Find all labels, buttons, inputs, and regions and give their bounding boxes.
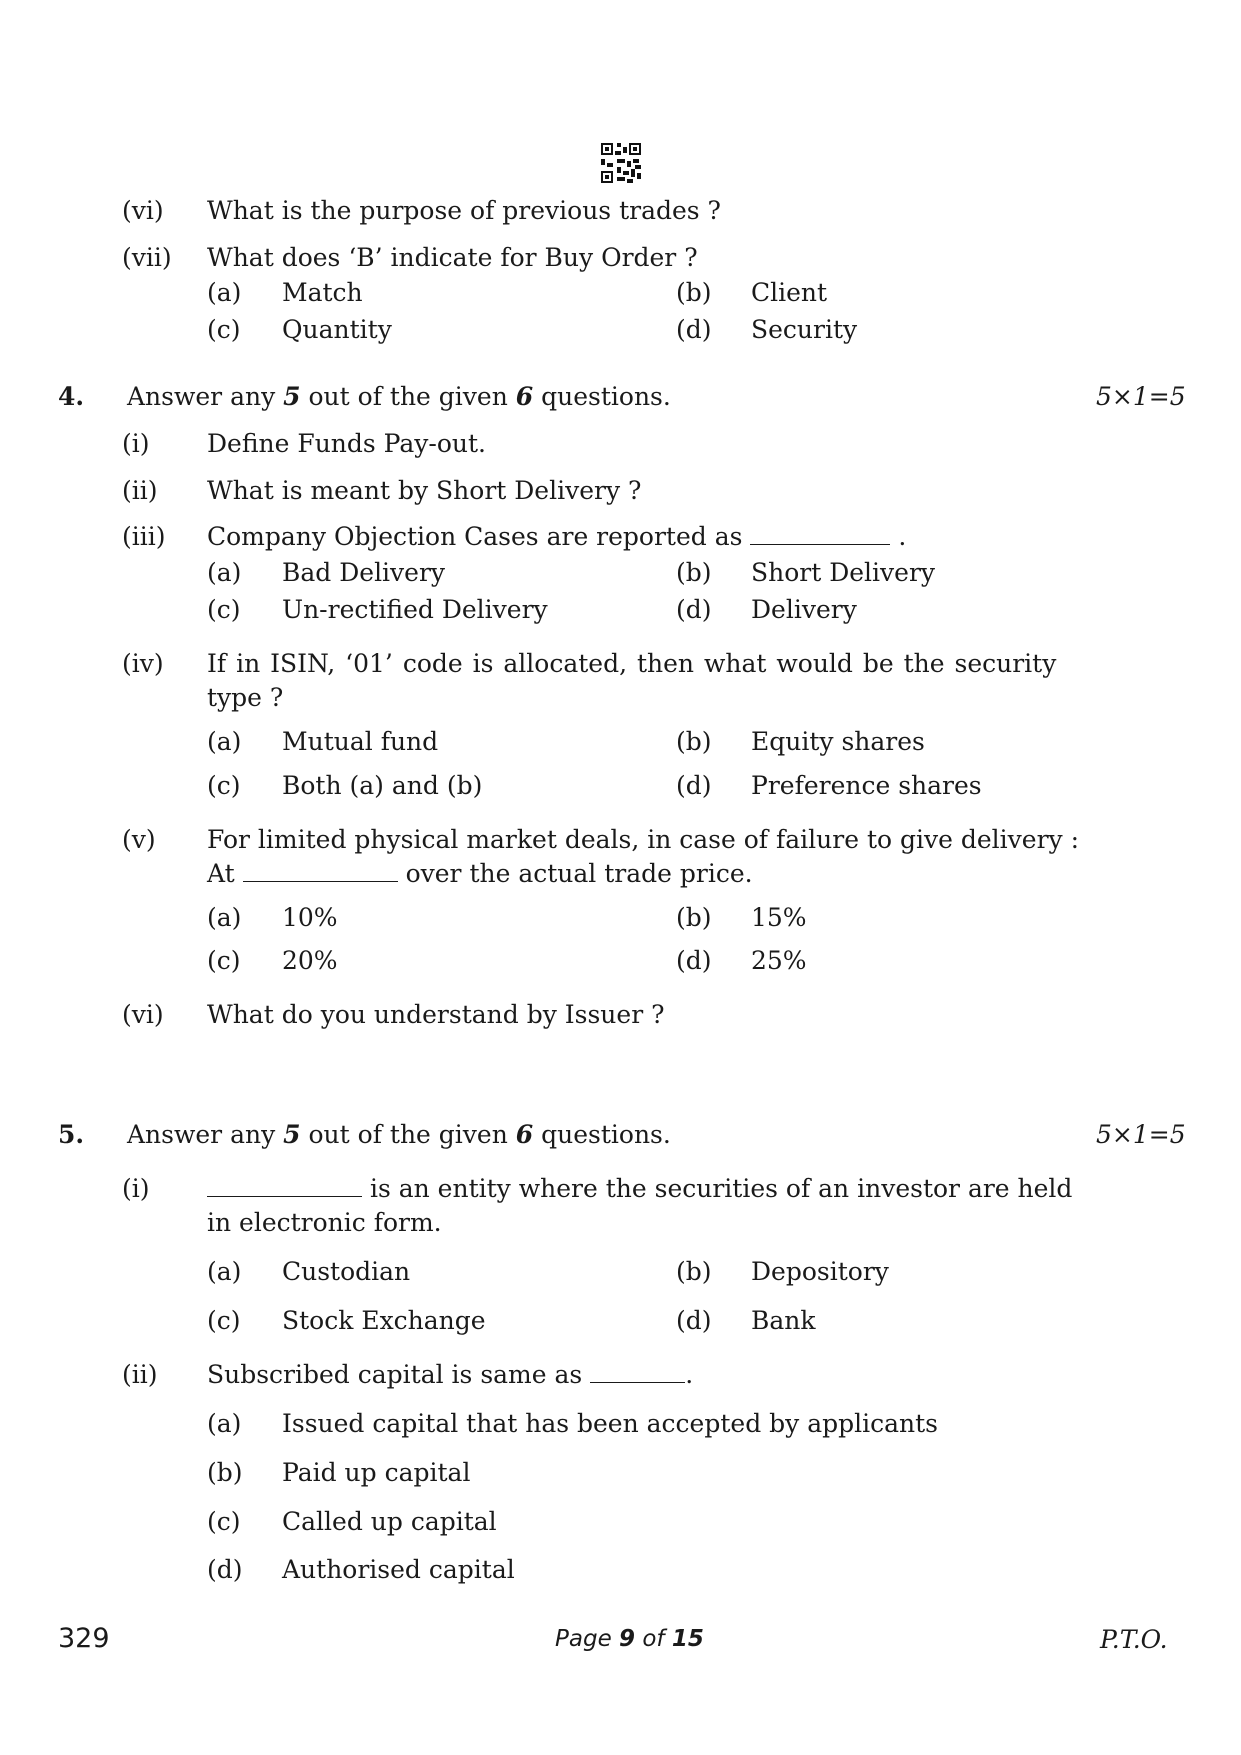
page-number: Page 9 of 15 — [555, 1626, 704, 1652]
q4-i-number: (i) — [122, 429, 150, 458]
option-label: (c) — [207, 1507, 241, 1536]
option-label: (d) — [676, 771, 712, 800]
q4-iv-number: (iv) — [122, 649, 164, 678]
q5-number: 5. — [58, 1120, 85, 1149]
option-label: (b) — [676, 903, 712, 932]
q5-marks: 5×1=5 — [1096, 1120, 1186, 1149]
q4-v-text-line1: For limited physical market deals, in case of failure to give delivery : — [207, 825, 1080, 854]
option-label: (a) — [207, 1409, 242, 1438]
paper-code: 329 — [58, 1623, 110, 1654]
q4-instruction: Answer any 5 out of the given 6 questions. — [127, 382, 671, 411]
q4-i-text: Define Funds Pay-out. — [207, 429, 487, 458]
q4-ii-text: What is meant by Short Delivery ? — [207, 476, 642, 505]
option-label: (b) — [676, 558, 712, 587]
q5-i-text-line2: in electronic form. — [207, 1208, 442, 1237]
option-label: (b) — [207, 1458, 243, 1487]
option-text: Short Delivery — [751, 558, 936, 587]
qr-code-icon — [601, 143, 641, 183]
option-text: Equity shares — [751, 727, 925, 756]
q3-vii-text: What does ‘B’ indicate for Buy Order ? — [207, 243, 698, 272]
option-text: Bad Delivery — [282, 558, 446, 587]
option-text: Stock Exchange — [282, 1306, 486, 1335]
q4-v-text-line2: At over the actual trade price. — [207, 859, 753, 888]
q5-ii-text: Subscribed capital is same as . — [207, 1360, 694, 1389]
option-label: (c) — [207, 771, 241, 800]
q3-vi-number: (vi) — [122, 196, 164, 225]
option-text: Mutual fund — [282, 727, 439, 756]
option-label: (a) — [207, 727, 242, 756]
option-text: 15% — [751, 903, 807, 932]
option-label: (a) — [207, 903, 242, 932]
option-label: (d) — [676, 315, 712, 344]
q4-iii-number: (iii) — [122, 522, 166, 551]
option-text: Custodian — [282, 1257, 411, 1286]
option-text: Client — [751, 278, 828, 307]
option-text: Match — [282, 278, 363, 307]
option-label: (c) — [207, 1306, 241, 1335]
option-text: Security — [751, 315, 858, 344]
option-text: Bank — [751, 1306, 816, 1335]
option-text: 20% — [282, 946, 338, 975]
q4-v-number: (v) — [122, 825, 156, 854]
option-label: (d) — [676, 595, 712, 624]
option-label: (a) — [207, 558, 242, 587]
option-text: Issued capital that has been accepted by applicants — [282, 1409, 939, 1438]
q3-vi-text: What is the purpose of previous trades ? — [207, 196, 721, 225]
q4-vi-number: (vi) — [122, 1000, 164, 1029]
answer-blank — [590, 1360, 685, 1383]
answer-blank — [207, 1174, 362, 1197]
option-label: (c) — [207, 946, 241, 975]
q3-vii-number: (vii) — [122, 243, 172, 272]
option-label: (d) — [676, 946, 712, 975]
pto-label: P.T.O. — [1100, 1625, 1168, 1654]
option-text: Depository — [751, 1257, 889, 1286]
q4-iv-text-line1: If in ISIN, ‘01’ code is allocated, then what would be the security — [207, 649, 1057, 678]
option-text: Preference shares — [751, 771, 982, 800]
option-text: Delivery — [751, 595, 857, 624]
option-text: Quantity — [282, 315, 392, 344]
option-label: (b) — [676, 1257, 712, 1286]
q4-vi-text: What do you understand by Issuer ? — [207, 1000, 665, 1029]
option-label: (b) — [676, 278, 712, 307]
q5-i-text-line1: is an entity where the securities of an investor are held — [207, 1174, 1072, 1204]
option-label: (a) — [207, 1257, 242, 1286]
option-text: Paid up capital — [282, 1458, 471, 1487]
option-text: 25% — [751, 946, 807, 975]
q4-iv-text-line2: type ? — [207, 683, 284, 712]
option-text: 10% — [282, 903, 338, 932]
q5-instruction: Answer any 5 out of the given 6 questions. — [127, 1120, 671, 1149]
q5-i-number: (i) — [122, 1174, 150, 1203]
option-label: (c) — [207, 315, 241, 344]
q4-number: 4. — [58, 382, 85, 411]
option-label: (b) — [676, 727, 712, 756]
answer-blank — [243, 859, 398, 882]
option-label: (d) — [676, 1306, 712, 1335]
option-text: Called up capital — [282, 1507, 497, 1536]
option-label: (a) — [207, 278, 242, 307]
q5-ii-number: (ii) — [122, 1360, 158, 1389]
answer-blank — [750, 522, 890, 545]
option-text: Un-rectified Delivery — [282, 595, 548, 624]
q4-marks: 5×1=5 — [1096, 382, 1186, 411]
option-label: (c) — [207, 595, 241, 624]
option-text: Both (a) and (b) — [282, 771, 483, 800]
option-text: Authorised capital — [282, 1555, 515, 1584]
q4-ii-number: (ii) — [122, 476, 158, 505]
q4-iii-text: Company Objection Cases are reported as . — [207, 522, 907, 551]
option-label: (d) — [207, 1555, 243, 1584]
